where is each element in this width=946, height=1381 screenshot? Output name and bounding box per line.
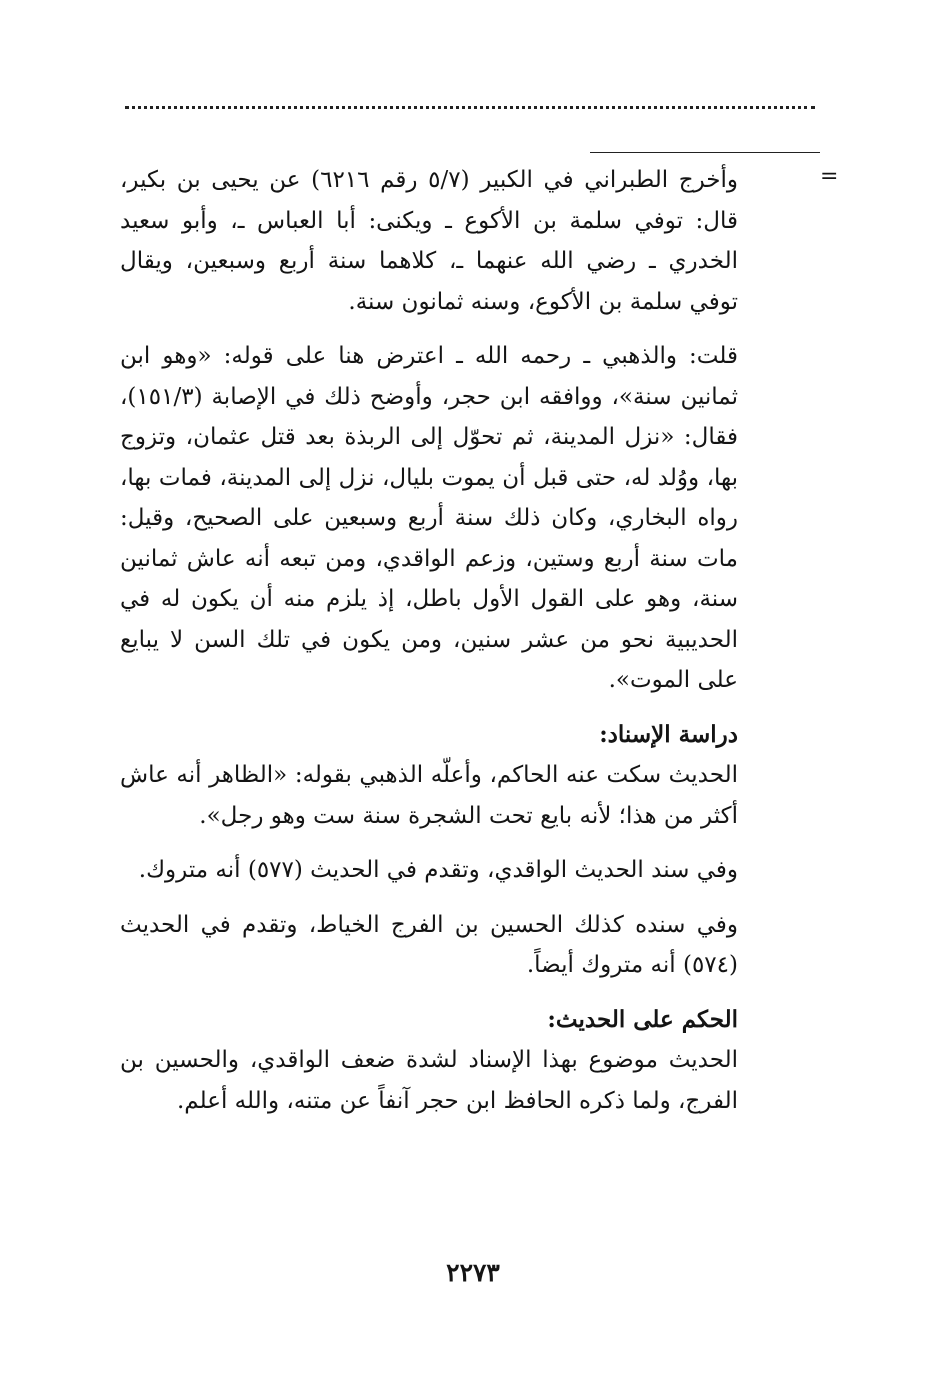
footnote-paragraph-2: قلت: والذهبي ـ رحمه الله ـ اعترض هنا على قوله: «وهو ابن ثمانين سنة»، ووافقه ابن حجر، وأوضح ذلك في الإصابة (١٥١/٣)، فقال: «نزل المدينة، ثم تحوّل إلى الربذة بعد قتل عثمان، وتزوج بها، ووُلد له، حتى قبل أن يموت بليال، نزل إلى المدينة، فمات بها، رواه البخاري، وكان ذلك سنة أربع وسبعين على الصحيح، وقيل: مات سنة أربع وستين، وزعم الواقدي، ومن تبعه أنه عاش ثمانين سنة، وهو على القول الأول باطل، إذ يلزم منه أن يكون له في الحديبية نحو من عشر سنين، ومن يكون في تلك السن لا يبايع على الموت». [120, 343, 738, 693]
footnote-rule [590, 152, 820, 153]
footnote-paragraph-1: وأخرج الطبراني في الكبير (٥/٧ رقم ٦٢١٦) عن يحيى بن بكير، قال: توفي سلمة بن الأكوع ـ ويكنى: أبا العباس ـ، وأبو سعيد الخدري ـ رضي الله عنهما ـ، كلاهما سنة أربع وسبعين، ويقال توفي سلمة بن الأكوع، وسنه ثمانون سنة. [120, 167, 739, 315]
page-number: ٢٢٧٣ [446, 1258, 500, 1287]
isnad-study-heading: دراسة الإسناد: [599, 720, 738, 748]
isnad-study-paragraph-3: وفي سنده كذلك الحسين بن الفرج الخياط، وتقدم في الحديث (٥٧٤) أنه متروك أيضاً. [120, 911, 738, 978]
page-body [120, 160, 738, 1121]
isnad-study-paragraph-1: الحديث سكت عنه الحاكم، وأعلّه الذهبي بقوله: «الظاهر أنه عاش أكثر من هذا؛ لأنه بايع تحت الشجرة سنة ست وهو رجل». [120, 762, 738, 829]
ruling-section [120, 1000, 738, 1122]
ruling-paragraph: الحديث موضوع بهذا الإسناد لشدة ضعف الواقدي، والحسين بن الفرج، ولما ذكره الحافظ ابن حجر آنفاً عن متنه، والله أعلم. [120, 1047, 738, 1114]
dotted-separator [125, 106, 815, 109]
isnad-study-paragraph-2: وفي سند الحديث الواقدي، وتقدم في الحديث (٥٧٧) أنه متروك. [138, 857, 738, 883]
isnad-study-section [120, 715, 738, 986]
continuation-mark: = [820, 164, 839, 189]
footnote-section [120, 160, 738, 701]
ruling-heading: الحكم على الحديث: [547, 1005, 738, 1033]
